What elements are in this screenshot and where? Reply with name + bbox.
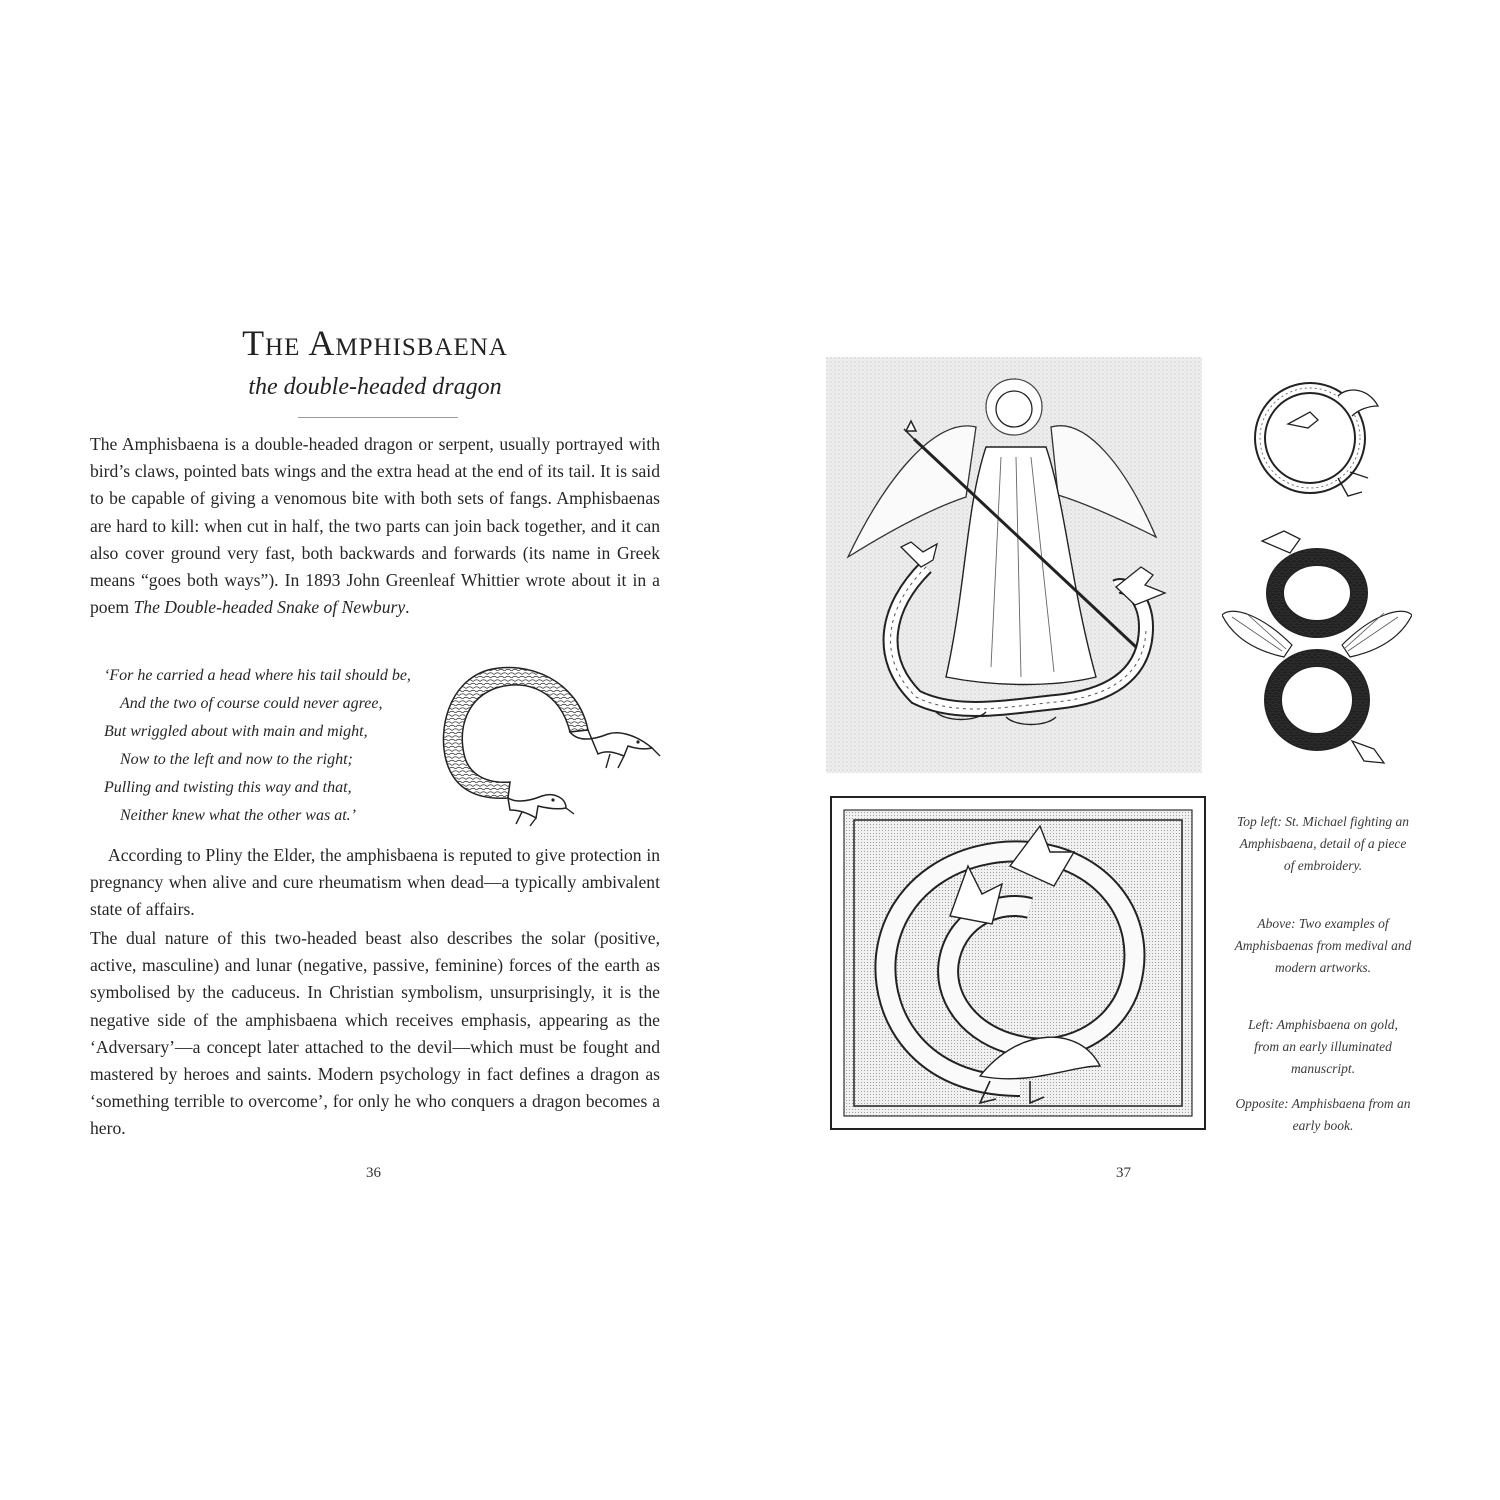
poem-line: ‘For he carried a head where his tail should be, xyxy=(104,667,411,684)
chapter-subtitle: the double-headed dragon xyxy=(248,374,502,400)
paragraph-1 xyxy=(90,431,660,621)
paragraph-1-text: The Amphisbaena is a double-headed dragon or serpent, usually portrayed with bird’s claws, pointed bats wings and the extra head at the end of its tail. It is said to be capable of giving a venomous bite with both sets of fangs. Amphisbaenas are hard to kill: when cut in half, the two parts can join back together, and it can also cover ground very fast, both backwards and forwards (its name in Greek means “goes both ways”). In 1893 John Greenleaf Whittier wrote about it in a poem xyxy=(90,434,660,618)
poem-line: Neither knew what the other was at.’ xyxy=(120,807,356,824)
page-number-right: 37 xyxy=(1116,1165,1131,1181)
circular-amphisbaena-illustration xyxy=(1238,368,1390,508)
paragraph-1-end: . xyxy=(405,597,410,618)
page-number-left: 36 xyxy=(366,1165,381,1181)
title-divider xyxy=(298,417,458,418)
poem-line: And the two of course could never agree, xyxy=(120,695,383,712)
poem-line: Now to the left and now to the right; xyxy=(120,751,353,768)
poem-title: The Double-headed Snake of Newbury xyxy=(133,597,406,618)
serpent-illustration xyxy=(438,650,668,830)
caption-top-left: Top left: St. Michael fighting an Amphisbaena, detail of a piece of embroidery. xyxy=(1237,814,1409,873)
caption-above: Above: Two examples of Amphisbaenas from medival and modern artworks. xyxy=(1234,916,1412,975)
paragraph-2: According to Pliny the Elder, the amphisbaena is reputed to give protection in pregnancy when alive and cure rheumatism when dead—a typically ambivalent state of affairs. xyxy=(90,845,660,920)
paragraph-3: The dual nature of this two-headed beast also describes the solar (positive, active, masculine) and lunar (negative, passive, feminine) forces of the earth as symbolised by the caduceus. In Christian symbolism, unsurprisingly, it is the negative side of the amphisbaena which receives emphasis, appearing as the ‘Adversary’—a concept later attached to the devil—which must be fought and mastered by heroes and saints. Modern psychology in fact defines a dragon as ‘something terrible to overcome’, for only he who conquers a dragon becomes a hero. xyxy=(90,928,660,1139)
poem-line: Pulling and twisting this way and that, xyxy=(104,779,352,796)
winged-serpent-illustration xyxy=(1222,525,1412,775)
caption-opposite: Opposite: Amphisbaena from an early book. xyxy=(1235,1096,1411,1133)
st-michael-illustration xyxy=(826,357,1202,773)
poem-line: But wriggled about with main and might, xyxy=(104,723,368,740)
caption-left: Left: Amphisbaena on gold, from an early illuminated manuscript. xyxy=(1248,1017,1398,1076)
amphisbaena-on-gold-illustration xyxy=(830,796,1206,1130)
chapter-title: The Amphisbaena xyxy=(242,323,508,363)
poem-excerpt xyxy=(104,662,434,830)
